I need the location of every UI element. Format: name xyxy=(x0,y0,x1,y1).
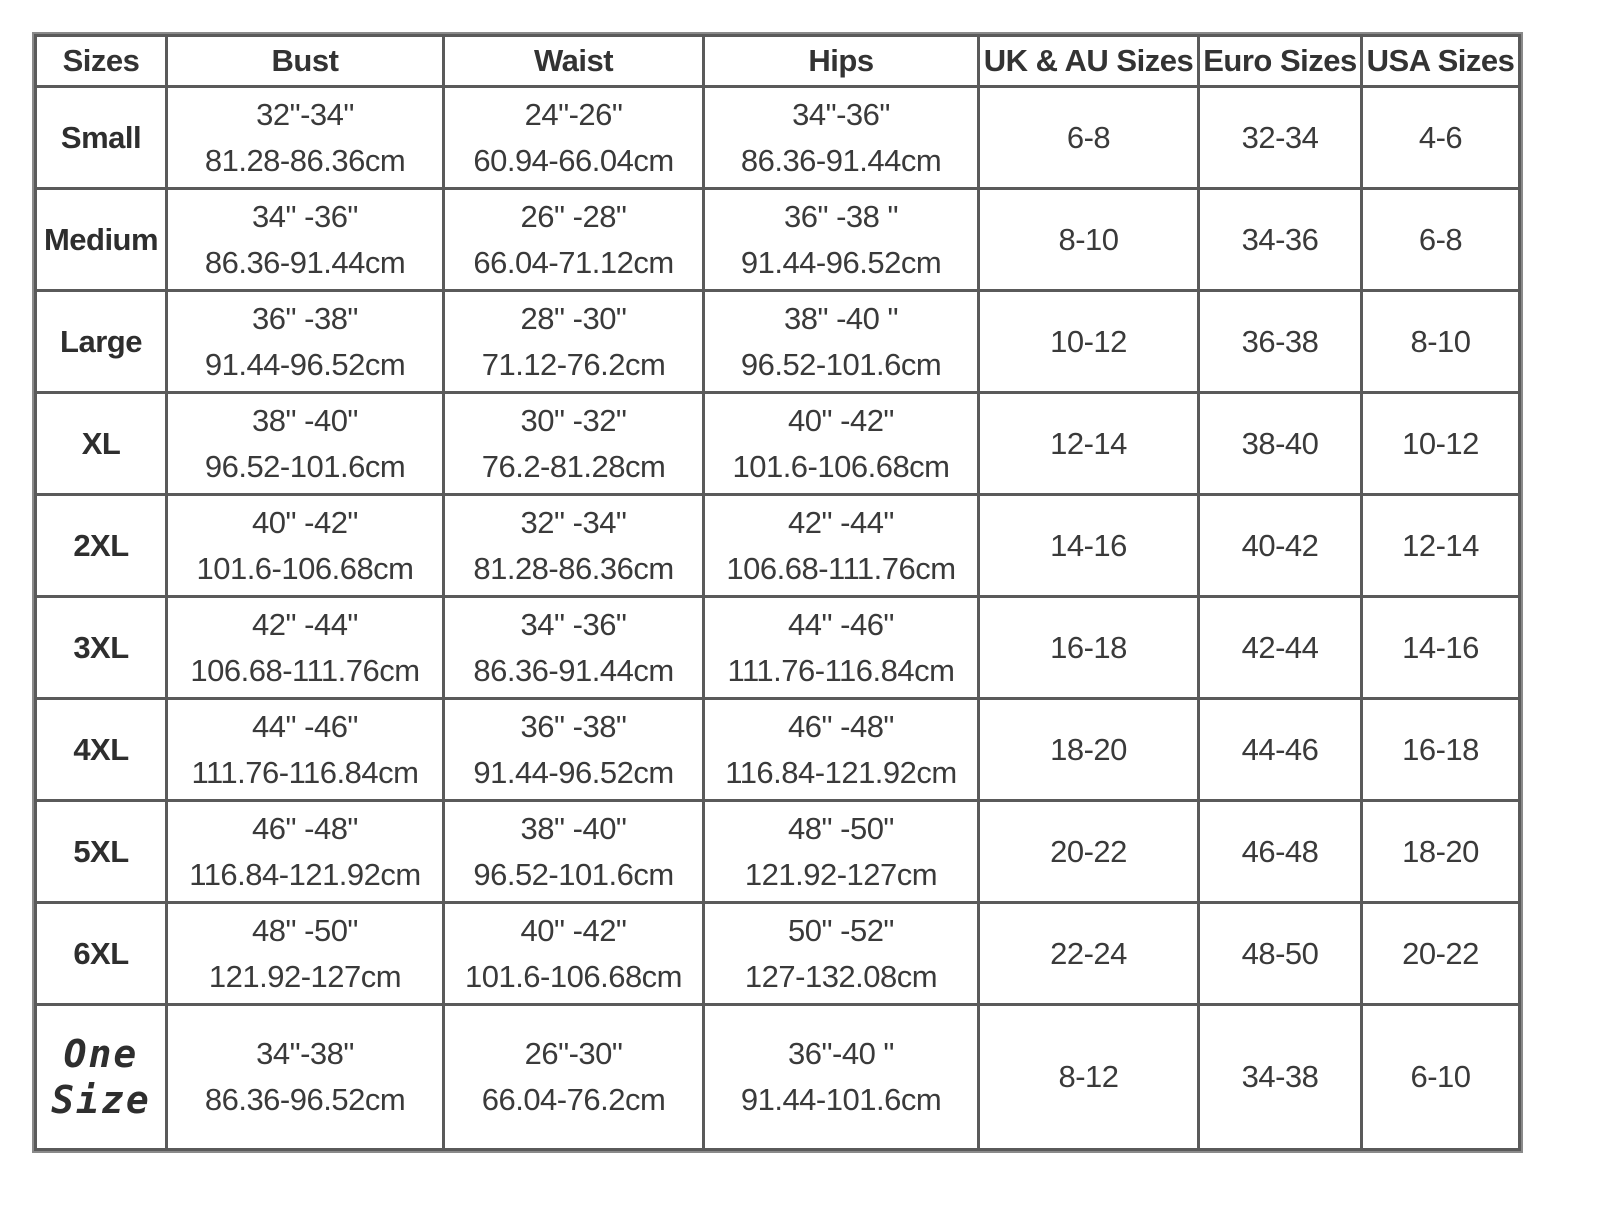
table-row xyxy=(36,597,1520,699)
bust-inches: 48" -50" xyxy=(252,912,358,948)
usa-size: 6-8 xyxy=(1362,189,1520,291)
bust-inches: 38" -40" xyxy=(252,402,358,438)
bust-cell xyxy=(167,1005,444,1150)
bust-cell xyxy=(167,699,444,801)
waist-cell xyxy=(444,495,704,597)
waist-cell xyxy=(444,903,704,1005)
bust-cm: 86.36-91.44cm xyxy=(204,244,406,280)
euro-size: 42-44 xyxy=(1199,597,1362,699)
euro-size: 32-34 xyxy=(1199,87,1362,189)
bust-inches: 34" -36" xyxy=(252,198,358,234)
waist-inches: 26" -28" xyxy=(520,198,627,234)
size-label: 4XL xyxy=(36,699,167,801)
table-row xyxy=(36,495,1520,597)
waist-inches: 24"-26" xyxy=(524,96,623,132)
uk-au-size: 12-14 xyxy=(979,393,1199,495)
waist-cm: 91.44-96.52cm xyxy=(473,754,674,790)
euro-size: 36-38 xyxy=(1199,291,1362,393)
hips-cell xyxy=(704,87,979,189)
hips-cell xyxy=(704,597,979,699)
euro-size: 46-48 xyxy=(1199,801,1362,903)
table-row xyxy=(36,903,1520,1005)
bust-inches: 42" -44" xyxy=(252,606,358,642)
waist-cell xyxy=(444,291,704,393)
euro-size: 44-46 xyxy=(1199,699,1362,801)
uk-au-size: 6-8 xyxy=(979,87,1199,189)
table-row-one-size xyxy=(36,1005,1520,1150)
table-row xyxy=(36,291,1520,393)
hips-inches: 36" -38 " xyxy=(783,198,899,234)
waist-inches: 32" -34" xyxy=(520,504,627,540)
bust-cm: 106.68-111.76cm xyxy=(190,652,420,688)
usa-size: 8-10 xyxy=(1362,291,1520,393)
table-row xyxy=(36,189,1520,291)
waist-cm: 60.94-66.04cm xyxy=(473,142,674,178)
size-label: Small xyxy=(36,87,167,189)
bust-cell xyxy=(167,393,444,495)
usa-size: 6-10 xyxy=(1362,1005,1520,1150)
usa-size: 4-6 xyxy=(1362,87,1520,189)
size-label: 6XL xyxy=(36,903,167,1005)
bust-cm: 81.28-86.36cm xyxy=(204,142,406,178)
waist-cell xyxy=(444,597,704,699)
usa-size: 16-18 xyxy=(1362,699,1520,801)
bust-cm: 116.84-121.92cm xyxy=(189,856,421,892)
euro-size: 40-42 xyxy=(1199,495,1362,597)
header-euro-sizes: Euro Sizes xyxy=(1199,36,1362,87)
usa-size: 12-14 xyxy=(1362,495,1520,597)
hips-inches: 34"-36" xyxy=(792,96,890,132)
waist-inches: 26"-30" xyxy=(524,1036,623,1071)
hips-cm: 101.6-106.68cm xyxy=(732,448,950,484)
bust-inches: 36" -38" xyxy=(252,300,358,336)
euro-size: 34-36 xyxy=(1199,189,1362,291)
bust-cm: 121.92-127cm xyxy=(208,958,402,994)
waist-inches: 34" -36" xyxy=(520,606,627,642)
bust-cell xyxy=(167,291,444,393)
waist-inches: 30" -32" xyxy=(520,402,627,438)
table-row xyxy=(36,699,1520,801)
one-size-line1: One xyxy=(63,1032,139,1076)
waist-cm: 96.52-101.6cm xyxy=(473,856,674,892)
waist-cm: 66.04-71.12cm xyxy=(473,244,674,280)
waist-cell xyxy=(444,1005,704,1150)
waist-cell xyxy=(444,189,704,291)
bust-inches: 32"-34" xyxy=(256,96,354,132)
uk-au-size: 22-24 xyxy=(979,903,1199,1005)
hips-cm: 86.36-91.44cm xyxy=(740,142,942,178)
usa-size: 18-20 xyxy=(1362,801,1520,903)
size-label: 3XL xyxy=(36,597,167,699)
hips-cell xyxy=(704,1005,979,1150)
header-usa-sizes: USA Sizes xyxy=(1362,36,1520,87)
uk-au-size: 20-22 xyxy=(979,801,1199,903)
bust-cell xyxy=(167,189,444,291)
hips-inches: 38" -40 " xyxy=(783,300,899,336)
usa-size: 20-22 xyxy=(1362,903,1520,1005)
hips-cm: 106.68-111.76cm xyxy=(726,550,956,586)
waist-inches: 40" -42" xyxy=(520,912,627,948)
usa-size: 10-12 xyxy=(1362,393,1520,495)
uk-au-size: 8-10 xyxy=(979,189,1199,291)
bust-inches: 40" -42" xyxy=(252,504,358,540)
waist-cm: 76.2-81.28cm xyxy=(481,448,666,484)
header-hips: Hips xyxy=(704,36,979,87)
waist-cell xyxy=(444,801,704,903)
hips-inches: 40" -42" xyxy=(788,402,894,438)
hips-inches: 50" -52" xyxy=(788,912,894,948)
hips-cell xyxy=(704,291,979,393)
size-label: Large xyxy=(36,291,167,393)
waist-cm: 71.12-76.2cm xyxy=(481,346,666,382)
bust-cm: 91.44-96.52cm xyxy=(204,346,406,382)
bust-cell xyxy=(167,495,444,597)
euro-size: 48-50 xyxy=(1199,903,1362,1005)
bust-inches: 44" -46" xyxy=(252,708,358,744)
uk-au-size: 18-20 xyxy=(979,699,1199,801)
waist-cm: 101.6-106.68cm xyxy=(464,958,683,994)
hips-inches: 44" -46" xyxy=(788,606,894,642)
hips-cell xyxy=(704,189,979,291)
hips-cell xyxy=(704,903,979,1005)
uk-au-size: 16-18 xyxy=(979,597,1199,699)
header-waist: Waist xyxy=(444,36,704,87)
hips-cm: 91.44-96.52cm xyxy=(740,244,942,280)
waist-cell xyxy=(444,393,704,495)
waist-inches: 38" -40" xyxy=(520,810,627,846)
hips-cell xyxy=(704,495,979,597)
hips-cm: 121.92-127cm xyxy=(744,856,938,892)
hips-cm: 96.52-101.6cm xyxy=(740,346,942,382)
euro-size: 38-40 xyxy=(1199,393,1362,495)
hips-cm: 116.84-121.92cm xyxy=(725,754,957,790)
hips-cm: 127-132.08cm xyxy=(744,958,938,994)
waist-cell xyxy=(444,87,704,189)
table-row xyxy=(36,393,1520,495)
hips-inches: 42" -44" xyxy=(788,504,894,540)
hips-inches: 36"-40 " xyxy=(788,1036,894,1071)
uk-au-size: 8-12 xyxy=(979,1005,1199,1150)
header-row xyxy=(36,36,1520,87)
uk-au-size: 10-12 xyxy=(979,291,1199,393)
bust-cell xyxy=(167,903,444,1005)
bust-inches: 34"-38" xyxy=(256,1036,354,1071)
hips-cm: 111.76-116.84cm xyxy=(727,652,955,688)
bust-inches: 46" -48" xyxy=(252,810,358,846)
size-label: 5XL xyxy=(36,801,167,903)
one-size-line2: Size xyxy=(51,1078,151,1122)
waist-inches: 28" -30" xyxy=(520,300,627,336)
bust-cm: 96.52-101.6cm xyxy=(204,448,406,484)
waist-cm: 81.28-86.36cm xyxy=(473,550,674,586)
hips-cell xyxy=(704,699,979,801)
size-label: 2XL xyxy=(36,495,167,597)
hips-cell xyxy=(704,801,979,903)
bust-cell xyxy=(167,87,444,189)
euro-size: 34-38 xyxy=(1199,1005,1362,1150)
hips-inches: 46" -48" xyxy=(788,708,894,744)
bust-cell xyxy=(167,801,444,903)
waist-cm: 66.04-76.2cm xyxy=(481,1082,666,1117)
uk-au-size: 14-16 xyxy=(979,495,1199,597)
bust-cm: 86.36-96.52cm xyxy=(204,1082,406,1117)
waist-cell xyxy=(444,699,704,801)
size-label: Medium xyxy=(36,189,167,291)
hips-inches: 48" -50" xyxy=(788,810,894,846)
header-sizes: Sizes xyxy=(36,36,167,87)
hips-cell xyxy=(704,393,979,495)
bust-cm: 111.76-116.84cm xyxy=(191,754,419,790)
header-bust: Bust xyxy=(167,36,444,87)
size-chart-table xyxy=(34,34,1521,1151)
hips-cm: 91.44-101.6cm xyxy=(740,1082,942,1117)
usa-size: 14-16 xyxy=(1362,597,1520,699)
table-row xyxy=(36,87,1520,189)
header-uk-au-sizes: UK & AU Sizes xyxy=(979,36,1199,87)
size-label-one-size xyxy=(36,1005,167,1150)
table-row xyxy=(36,801,1520,903)
waist-inches: 36" -38" xyxy=(520,708,627,744)
size-label: XL xyxy=(36,393,167,495)
bust-cm: 101.6-106.68cm xyxy=(196,550,414,586)
bust-cell xyxy=(167,597,444,699)
waist-cm: 86.36-91.44cm xyxy=(473,652,674,688)
